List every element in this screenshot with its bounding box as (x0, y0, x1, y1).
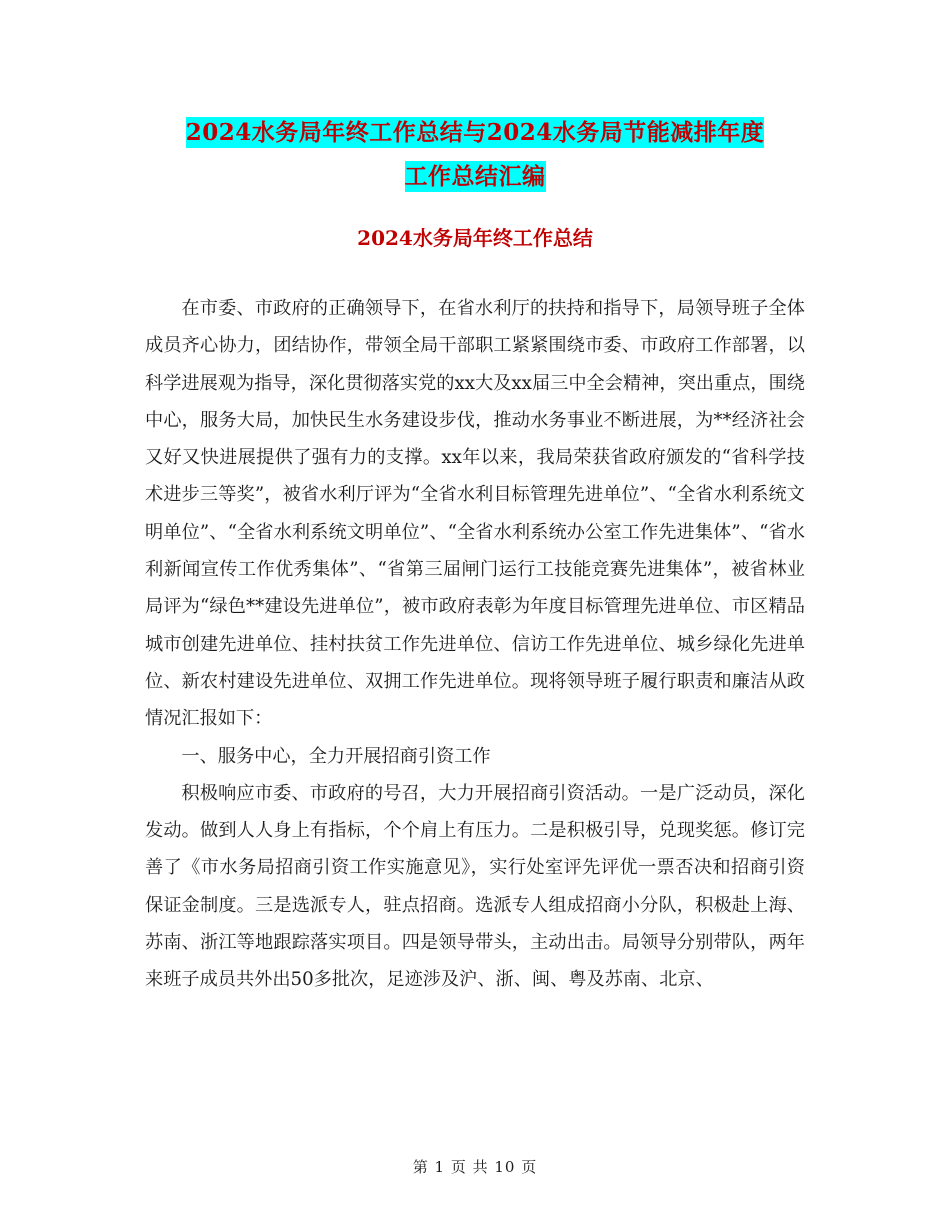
document-title-line-1 (0, 114, 950, 147)
paragraph-intro: 在市委、市政府的正确领导下，在省水利厅的扶持和指导下，局领导班子全体成员齐心协力，团结协作，带领全局干部职工紧紧围绕市委、市政府工作部署，以科学进展观为指导，深化贯彻落实党的xx大及xx届三中全会精神，突出重点，围绕中心，服务大局，加快民生水务建设步伐，推动水务事业不断进展，为**经济社会又好又快进展提供了强有力的支撑。xx年以来，我局荣获省政府颁发的“省科学技术进步三等奖”，被省水利厅评为“全省水利目标管理先进单位”、“全省水利系统文明单位”、“全省水利系统文明单位”、“全省水利系统办公室工作先进集体”、“省水利新闻宣传工作优秀集体”、“省第三届闸门运行工技能竞赛先进集体”，被省林业局评为“绿色**建设先进单位”，被市政府表彰为年度目标管理先进单位、市区精品城市创建先进单位、挂村扶贫工作先进单位、信访工作先进单位、城乡绿化先进单位、新农村建设先进单位、双拥工作先进单位。现将领导班子履行职责和廉洁从政情况汇报如下： (145, 298, 805, 730)
section-title: 2024水务局年终工作总结 (357, 226, 593, 250)
paragraph-investment: 积极响应市委、市政府的号召，大力开展招商引资活动。一是广泛动员，深化发动。做到人人身上有指标，个个肩上有压力。二是积极引导，兑现奖惩。修订完善了《市水务局招商引资工作实施意见》，实行处室评先评优一票否决和招商引资保证金制度。三是选派专人，驻点招商。选派专人组成招商小分队，积极赴上海、苏南、浙江等地跟踪落实项目。四是领导带头，主动出击。局领导分别带队，两年来班子成员共外出50多批次，足迹涉及沪、浙、闽、粤及苏南、北京、 (145, 782, 805, 991)
paragraph-heading-1: 一、服务中心，全力开展招商引资工作 (181, 745, 491, 767)
body-text (145, 290, 805, 999)
document-title-line-2 (0, 158, 950, 191)
page-footer: 第 1 页 共 10 页 (412, 1158, 538, 1176)
document-title-highlight-1: 2024水务局年终工作总结与2024水务局节能减排年度 (185, 119, 765, 146)
document-title-highlight-2: 工作总结汇编 (404, 163, 546, 190)
